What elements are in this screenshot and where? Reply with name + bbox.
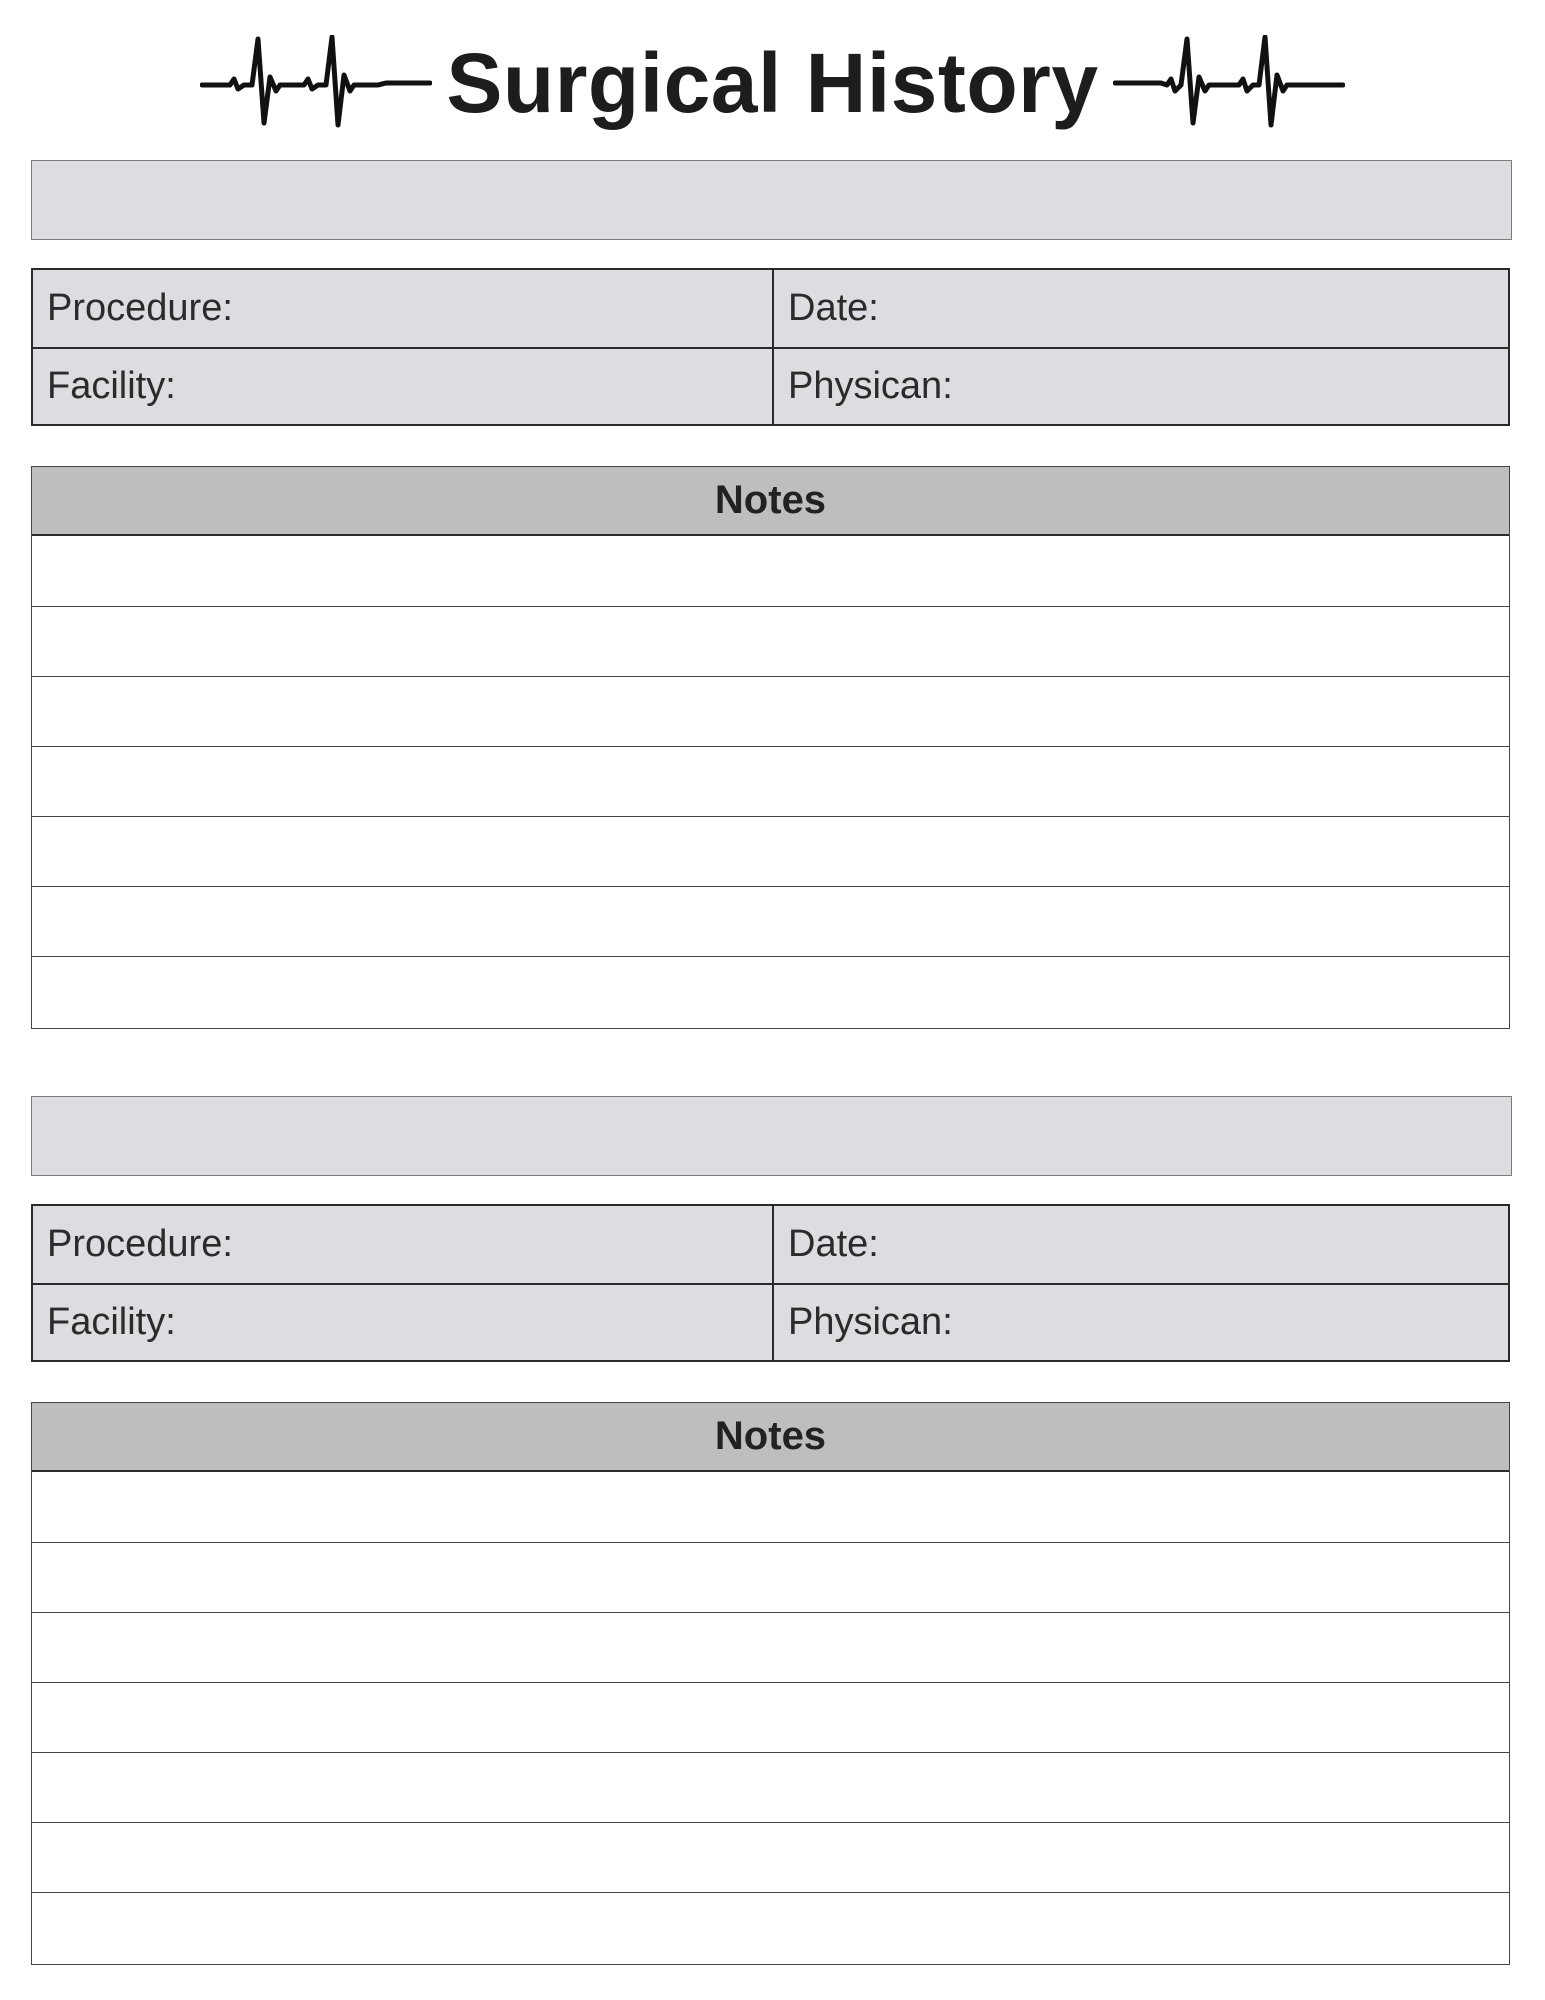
notes-box[interactable]: [31, 1402, 1510, 1965]
note-line: [32, 1542, 1509, 1543]
note-line: [32, 606, 1509, 607]
page-title: Surgical History: [446, 35, 1099, 130]
note-line: [32, 1892, 1509, 1893]
surgery-entry-2: [31, 1096, 1512, 1966]
procedure-label: Procedure:: [47, 287, 233, 329]
notes-header: Notes: [32, 467, 1509, 536]
note-line: [32, 746, 1509, 747]
physician-label: Physican:: [788, 1301, 953, 1343]
entry-header-band[interactable]: [31, 160, 1512, 240]
date-label: Date:: [788, 1223, 879, 1265]
note-line: [32, 816, 1509, 817]
notes-header: Notes: [32, 1403, 1509, 1472]
note-line: [32, 1752, 1509, 1753]
facility-field[interactable]: [33, 349, 772, 424]
note-line: [32, 1612, 1509, 1613]
heartbeat-pulse-icon: [200, 35, 432, 131]
row-divider: [33, 347, 1508, 349]
date-label: Date:: [788, 287, 879, 329]
note-line: [32, 886, 1509, 887]
date-field[interactable]: [774, 1206, 1508, 1283]
row-divider: [33, 1283, 1508, 1285]
note-line: [32, 956, 1509, 957]
facility-field[interactable]: [33, 1285, 772, 1360]
facility-label: Facility:: [47, 365, 176, 407]
physician-label: Physican:: [788, 365, 953, 407]
note-line: [32, 676, 1509, 677]
physician-field[interactable]: [774, 1285, 1508, 1360]
heartbeat-pulse-icon: [1113, 35, 1345, 131]
facility-label: Facility:: [47, 1301, 176, 1343]
note-line: [32, 1822, 1509, 1823]
entry-info-table: [31, 268, 1510, 426]
procedure-label: Procedure:: [47, 1223, 233, 1265]
procedure-field[interactable]: [33, 270, 772, 347]
procedure-field[interactable]: [33, 1206, 772, 1283]
entry-info-table: [31, 1204, 1510, 1362]
title-row: [0, 28, 1545, 138]
notes-box[interactable]: [31, 466, 1510, 1029]
note-line: [32, 1682, 1509, 1683]
surgery-entry-1: [31, 160, 1512, 1030]
date-field[interactable]: [774, 270, 1508, 347]
physician-field[interactable]: [774, 349, 1508, 424]
entry-header-band[interactable]: [31, 1096, 1512, 1176]
